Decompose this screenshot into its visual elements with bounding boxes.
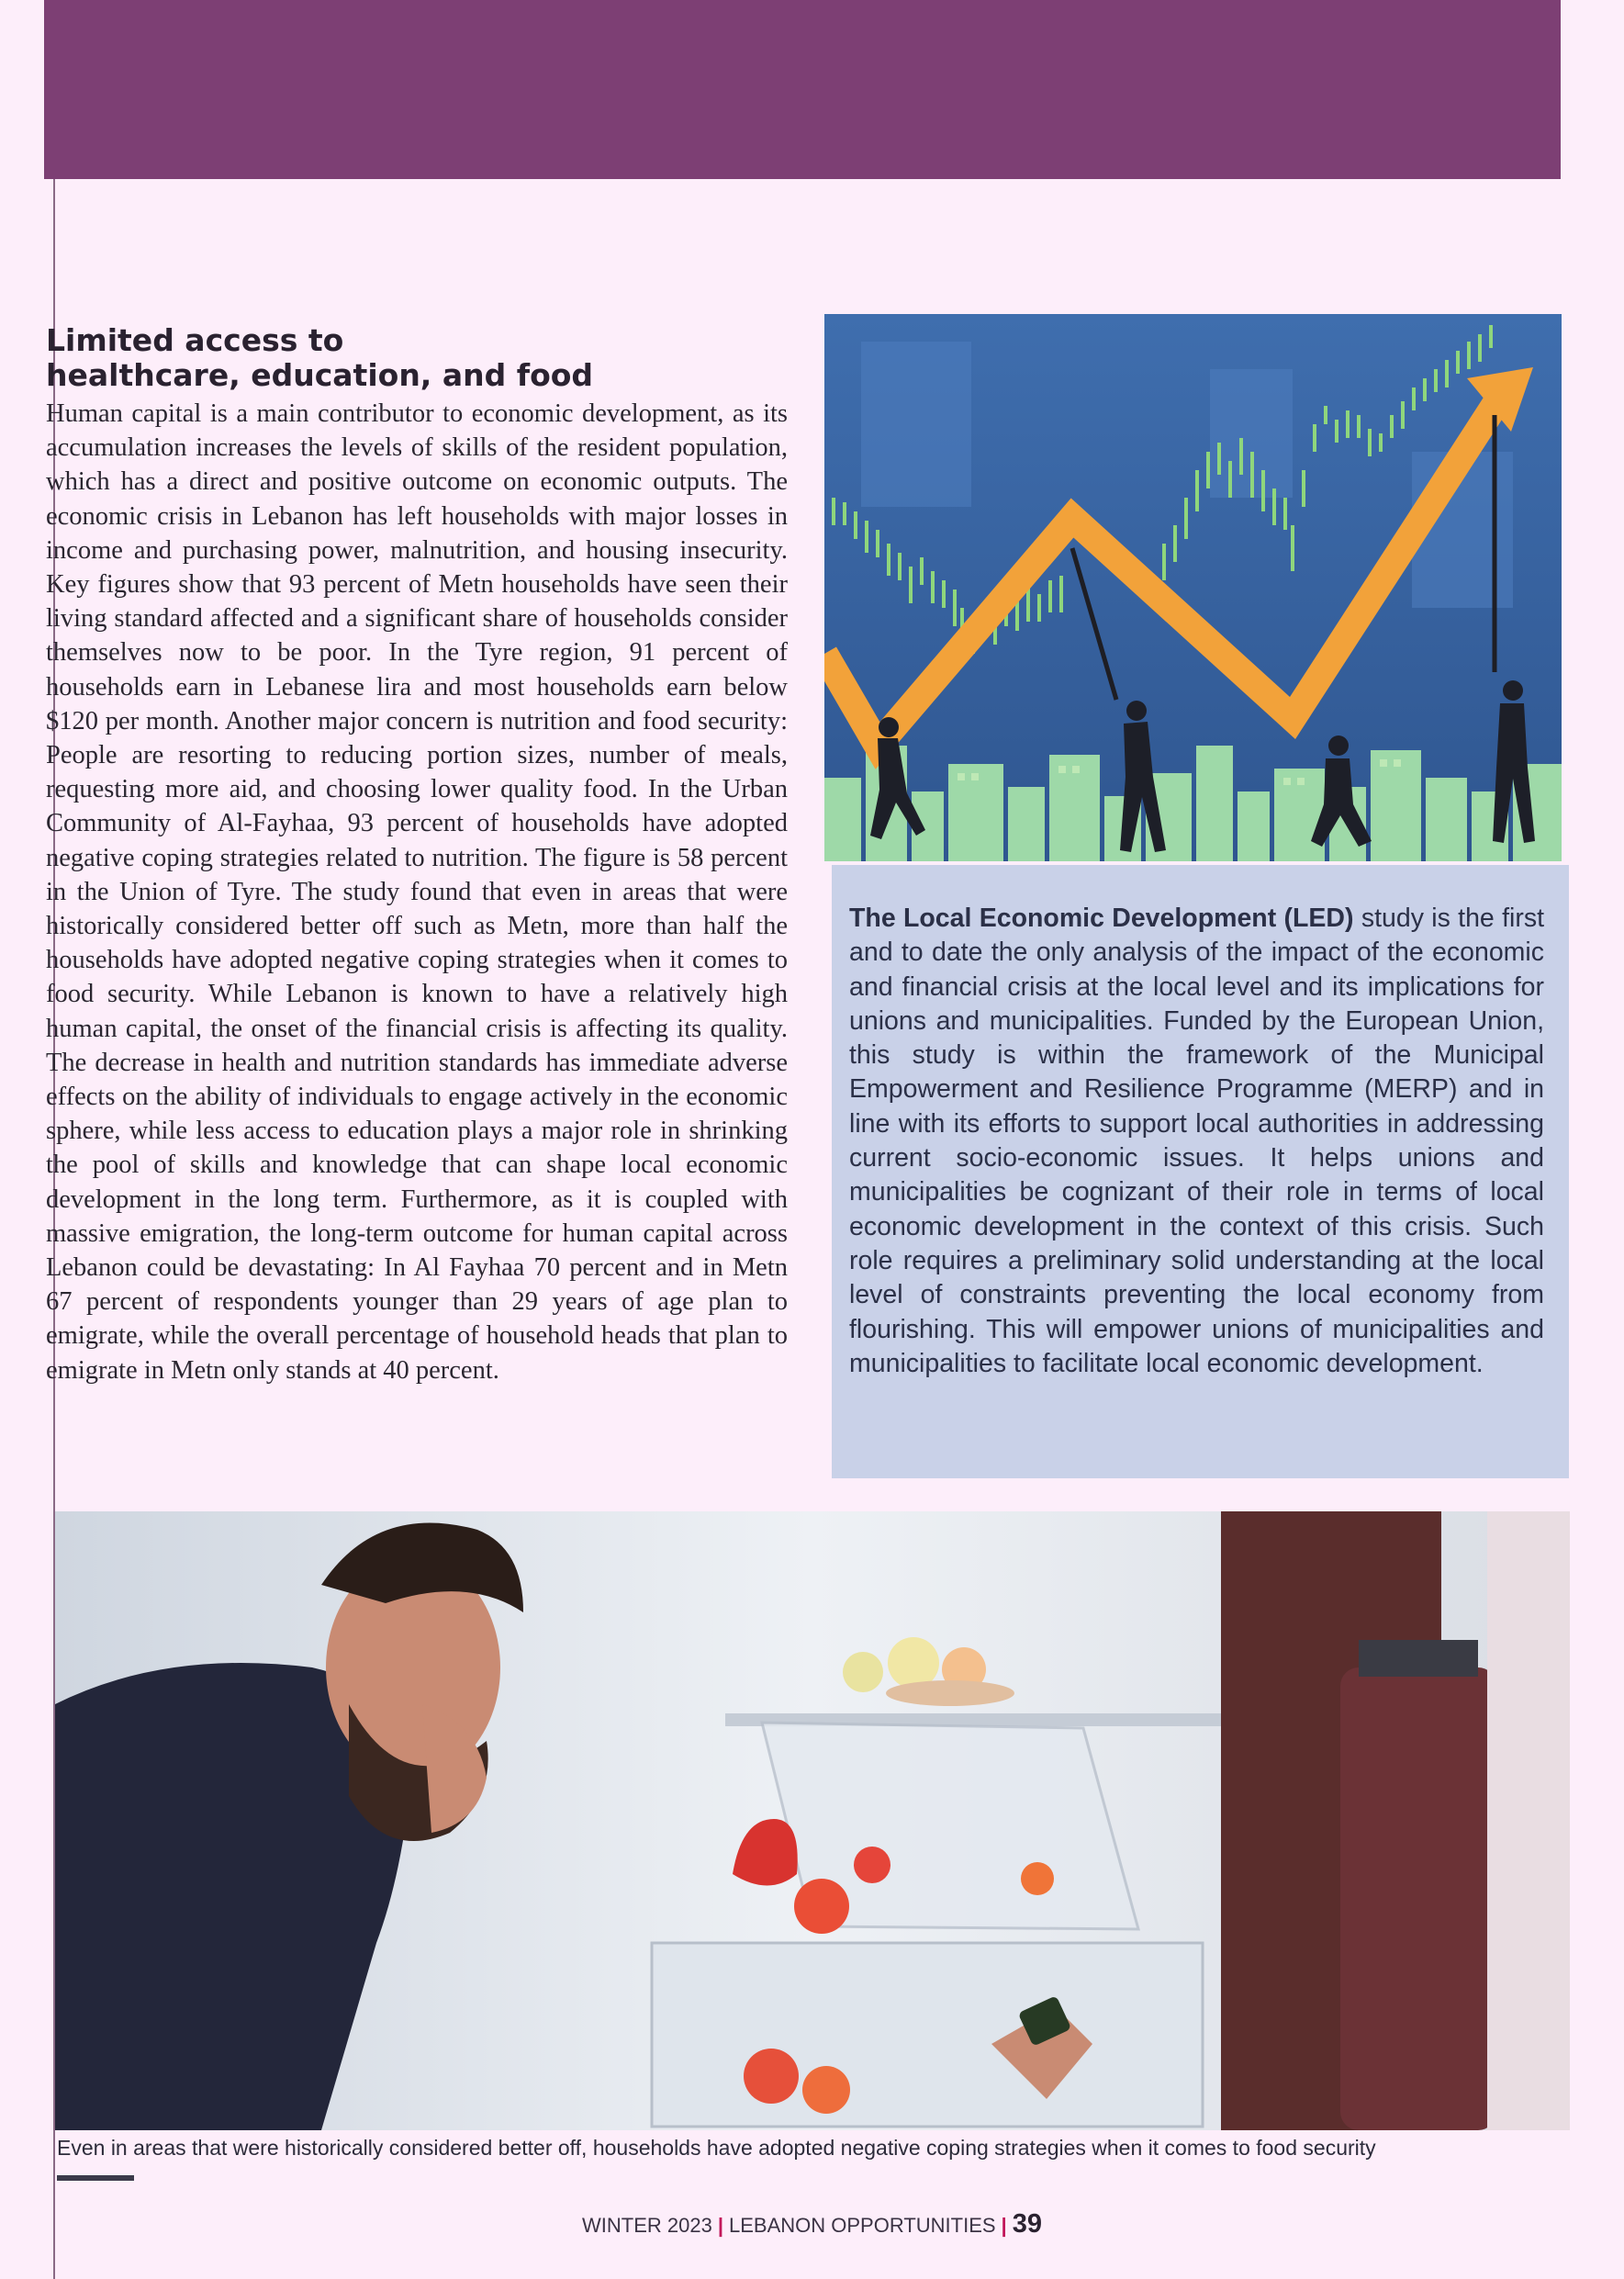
footer-separator: | [1001, 2214, 1007, 2237]
header-color-band [44, 0, 1561, 179]
page-number: 39 [1012, 2209, 1042, 2239]
footer-magazine: LEBANON OPPORTUNITIES [729, 2214, 996, 2237]
article-heading [46, 323, 799, 393]
led-body: study is the first and to date the only analysis of the impact of the economic and financial crisis at the local level and its implications for unions and municipalities. Funded by the European Union, this study is within the framework of the Municipal Empowerment and Resilience Programme (MERP) and in line with its efforts to support local authorities in addressing current socio-economic issues. It helps unions and municipalities be cognizant of their role in terms of local economic development in the context of this crisis. Such role requires a preliminary solid understanding at the local level of constraints preventing the local economy from flourishing. This will empower unions of municipalities and municipalities to facilitate local economic development. [849, 904, 1545, 1378]
photo-caption: Even in areas that were historically considered better off, households have adopted negative coping strategies when it comes to food security [57, 2136, 1376, 2160]
heading-line-1: Limited access to [46, 322, 344, 358]
footer-issue: WINTER 2023 [582, 2214, 712, 2237]
caption-rule [57, 2175, 134, 2181]
article-body: Human capital is a main contributor to economic development, as its accumulation increases the levels of skills of the resident population, which has a direct and positive outcome on economic outputs. The economic crisis in Lebanon has left households with major losses in income and purchasing power, malnutrition, and housing insecurity. Key figures show that 93 percent of Metn households have seen their living standard affected and a significant share of households consider themselves now to be poor. In the Tyre region, 91 percent of households earn in Lebanese lira and most households earn below $120 per month. Another major concern is nutrition and food security: People are resorting to reducing portion sizes, number of meals, requesting more aid, and choosing lower quality food. In the Urban Community of Al-Fayhaa, 93 percent of households have adopted negative coping strategies related to nutrition. The figure is 58 percent in the Union of Tyre. The study found that even in areas that were historically considered better off such as Metn, more than half the households have adopted negative coping strategies when it comes to food security. While Lebanon is known to have a relatively high human capital, the onset of the financial crisis is affecting its quality. The decrease in health and nutrition standards has immediate adverse effects on the ability of individuals to engage actively in the economic sphere, while less access to education plays a major role in shrinking the pool of skills and knowledge that can shape local economic development in the long term. Furthermore, as it is coupled with massive emigration, the long-term outcome for human capital across Lebanon could be devastating: In Al Fayhaa 70 percent and in Metn 67 percent of respondents younger than 29 years of age plan to emigrate, while the overall percentage of household heads that plan to emigrate in Metn only stands at 40 percent. [46, 399, 788, 1385]
led-lead: The Local Economic Development (LED) [849, 904, 1354, 933]
heading-line-2: healthcare, education, and food [46, 357, 594, 393]
page-footer [0, 2209, 1624, 2240]
footer-separator: | [717, 2214, 723, 2237]
led-sidebar-text [849, 902, 1544, 1381]
growth-arrow-illustration [824, 314, 1562, 861]
fridge-photo [55, 1511, 1570, 2130]
